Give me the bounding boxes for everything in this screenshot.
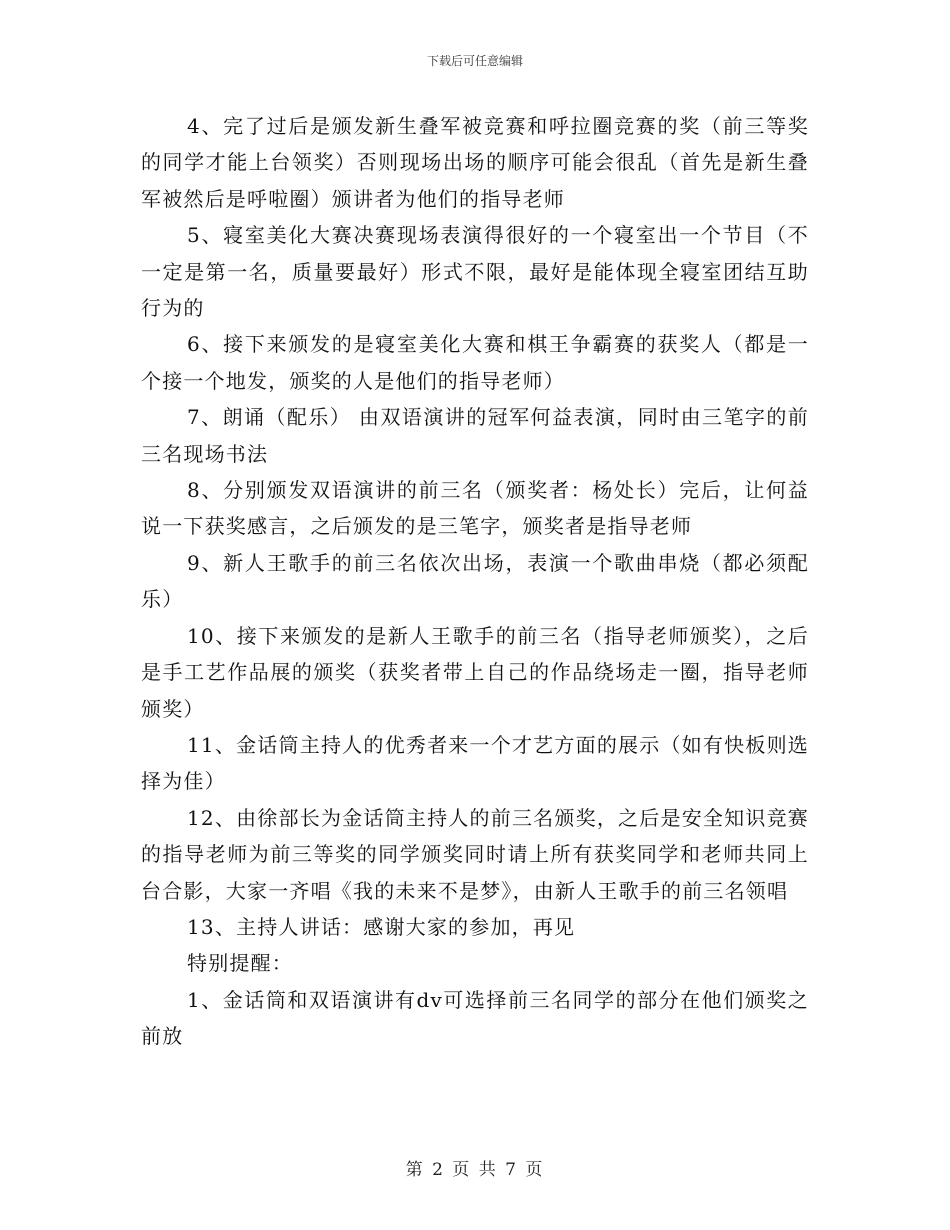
special-reminder-heading: 特别提醒：	[187, 951, 293, 976]
paragraph-item-7: 7、朗诵（配乐） 由双语演讲的冠军何益表演，同时由三笔字的前三名现场书法	[141, 405, 809, 466]
paragraph-item-8: 8、分别颁发双语演讲的前三名（颁奖者：杨处长）完后，让何益说一下获奖感言，之后颁发的是三笔字，颁奖者是指导老师	[141, 478, 809, 539]
paragraph-item-4: 4、完了过后是颁发新生叠军被竞赛和呼拉圈竞赛的奖（前三等奖的同学才能上台领奖）否则现场出场的顺序可能会很乱（首先是新生叠军被然后是呼啦圈）颁讲者为他们的指导老师	[141, 114, 809, 211]
paragraph-item-6: 6、接下来颁发的是寝室美化大赛和棋王争霸赛的获奖人（都是一个接一个地发，颁奖的人是他们的指导老师）	[141, 332, 809, 393]
paragraph-item-5: 5、寝室美化大赛决赛现场表演得很好的一个寝室出一个节目（不一定是第一名，质量要最好）形式不限，最好是能体现全寝室团结互助行为的	[141, 223, 809, 321]
page-number: 第 2 页 共 7 页	[405, 1160, 545, 1180]
paragraph-item-12: 12、由徐部长为金话筒主持人的前三名颁奖，之后是安全知识竞赛的指导老师为前三等奖的同学颁奖同时请上所有获奖同学和老师共同上台合影，大家一齐唱《我的未来不是梦》，由新人王歌手的前三名领唱	[141, 805, 809, 903]
page-header: 下载后可任意编辑	[426, 54, 523, 68]
paragraph-item-13: 13、主持人讲话：感谢大家的参加，再见	[187, 914, 576, 939]
paragraph-item-9: 9、新人王歌手的前三名依次出场，表演一个歌曲串烧（都必须配乐）	[141, 550, 809, 612]
paragraph-item-11: 11、金话筒主持人的优秀者来一个才艺方面的展示（如有快板则选择为佳）	[141, 732, 809, 794]
document-body	[141, 108, 809, 1055]
reminder-item-1: 1、金话筒和双语演讲有dv可选择前三名同学的部分在他们颁奖之前放	[141, 987, 809, 1049]
paragraph-item-10: 10、接下来颁发的是新人王歌手的前三名（指导老师颁奖），之后是手工艺作品展的颁奖（获奖者带上自己的作品绕场走一圈，指导老师颁奖）	[141, 623, 809, 721]
